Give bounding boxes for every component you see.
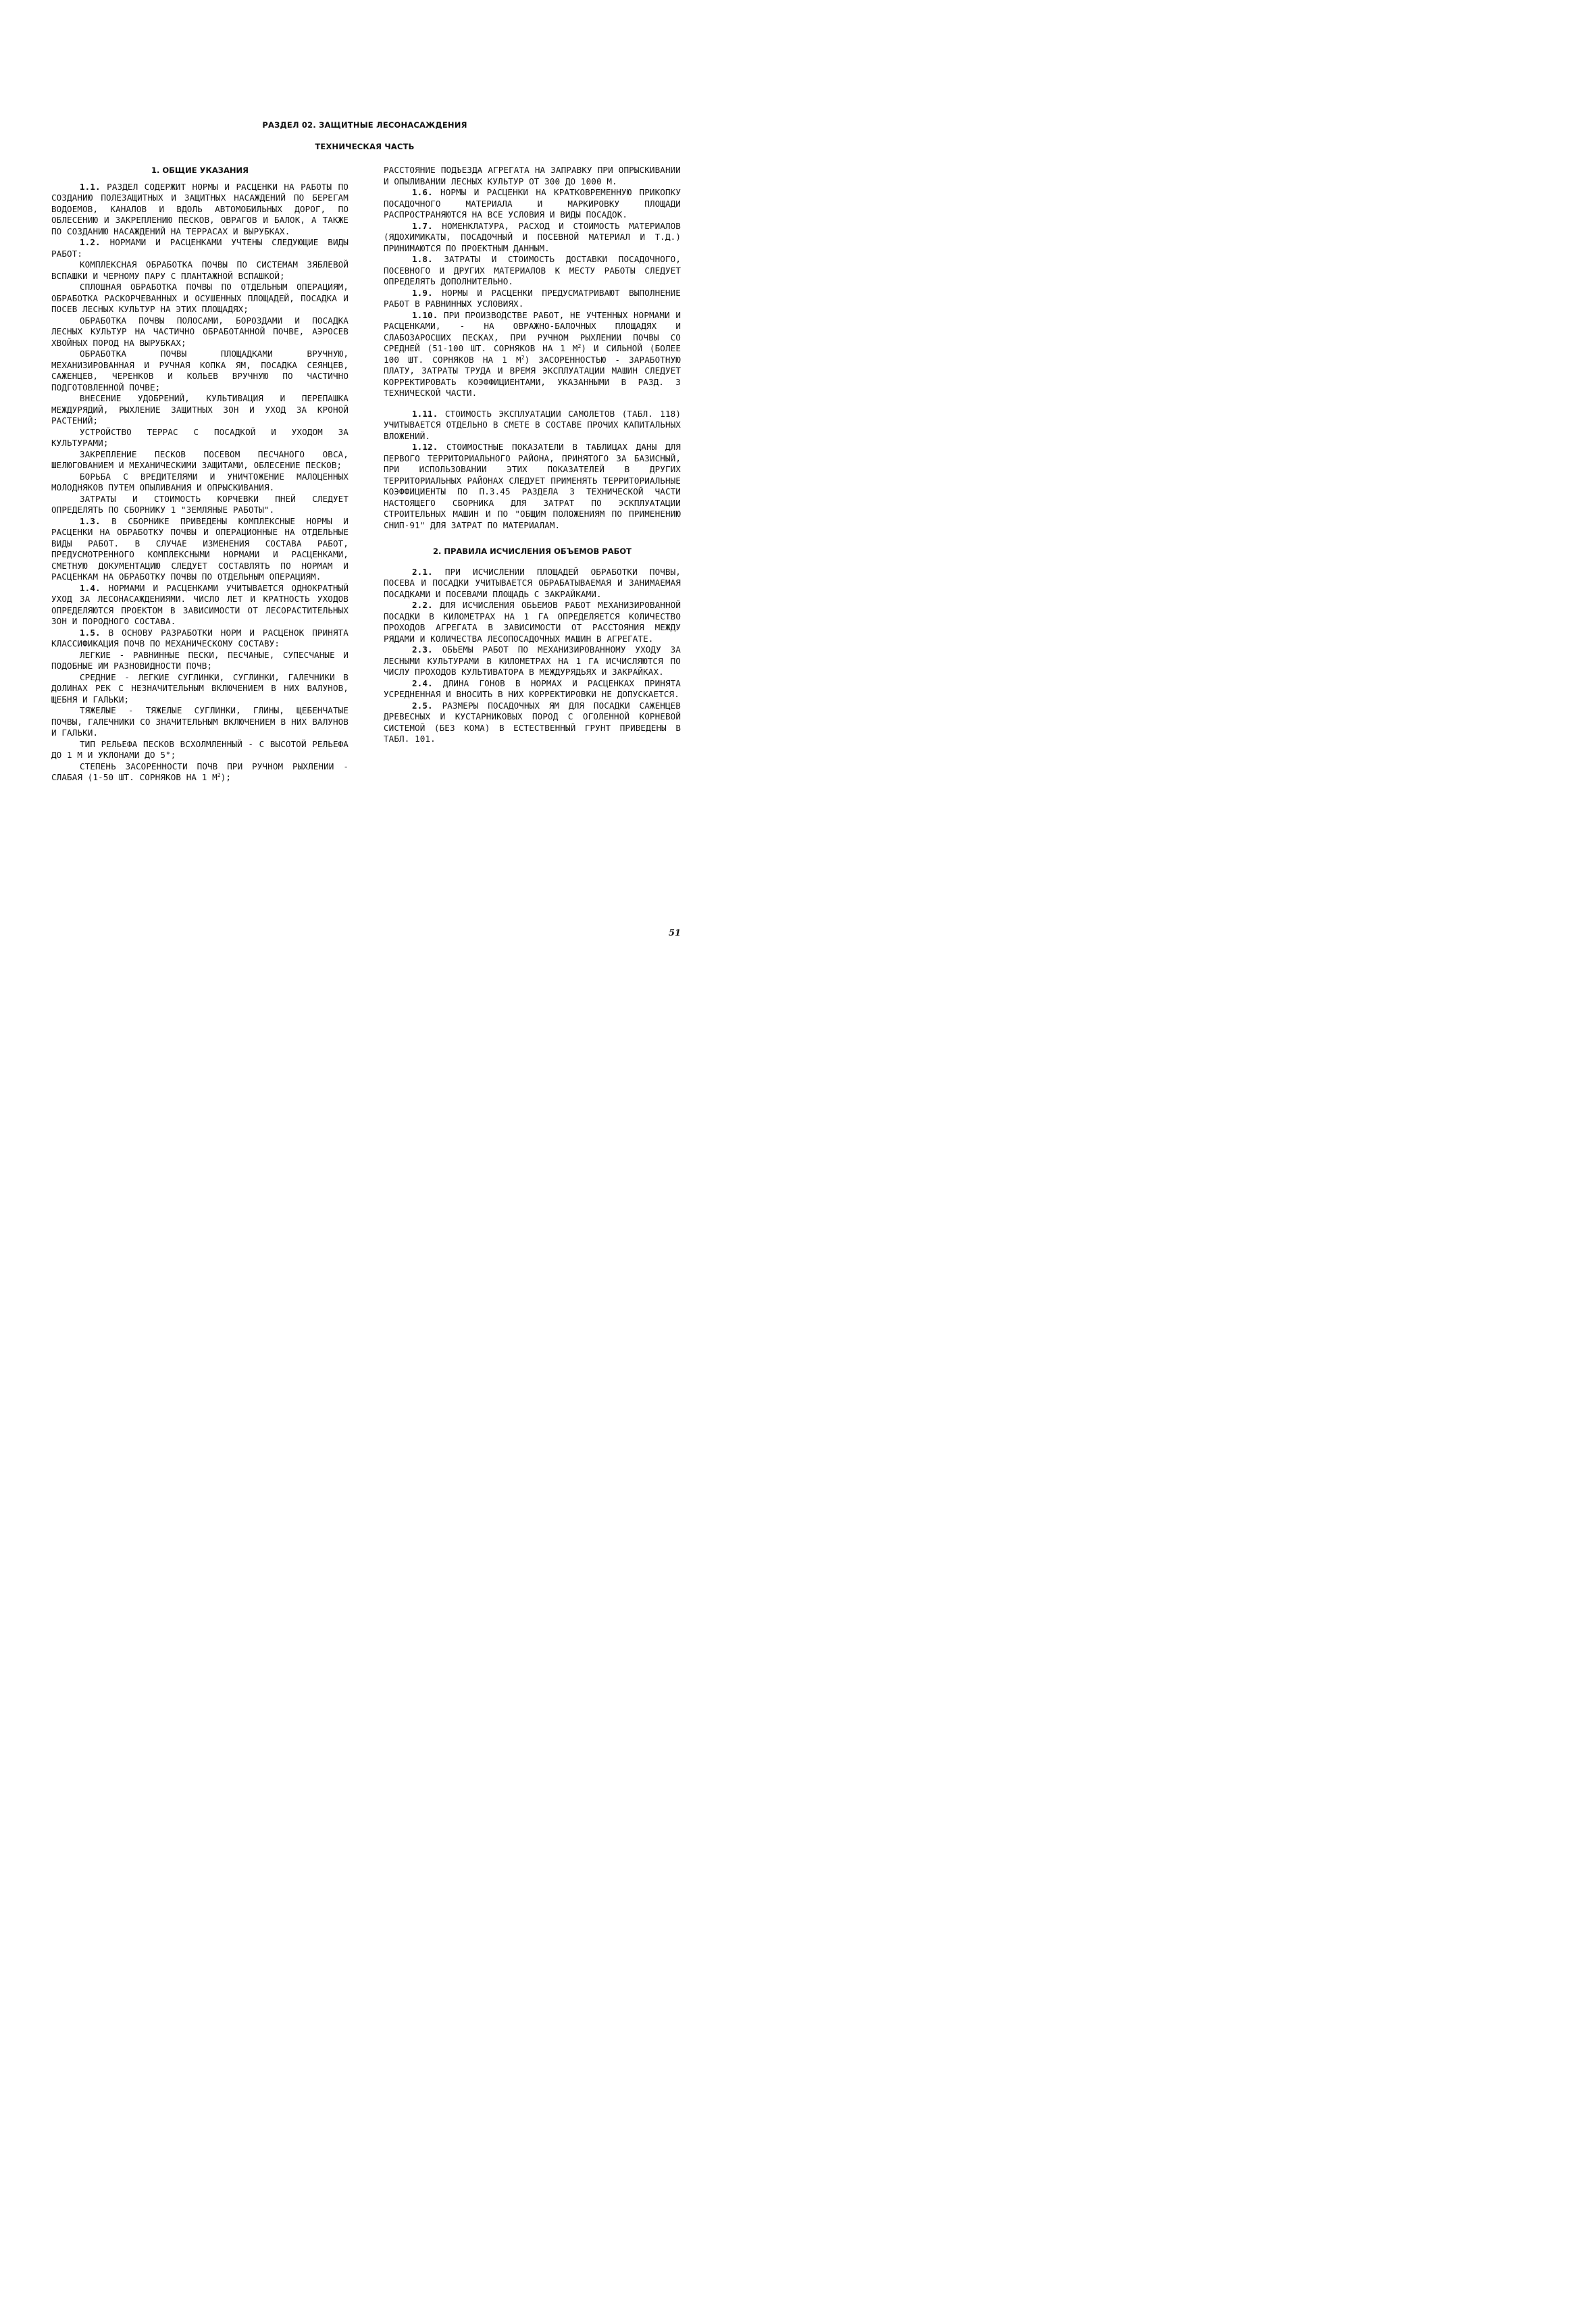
clause-number: 2.3. [412, 644, 433, 655]
paragraph-2-1 [384, 567, 681, 601]
left-column [51, 165, 349, 784]
paragraph-2-2 [384, 600, 681, 644]
work-item-2: СПЛОШНАЯ ОБРАБОТКА ПОЧВЫ ПО ОТДЕЛЬНЫМ ОПЕРАЦИЯМ, ОБРАБОТКА РАСКОРЧЕВАННЫХ И ОСУШЕННЫХ ПЛОЩАДЕЙ, ПОСАДКА И ПОСЕВ ЛЕСНЫХ КУЛЬТУР НА ЭТИХ ПЛОЩАДЯХ; [51, 282, 349, 314]
clause-text: НОРМАМИ И РАСЦЕНКАМИ УЧИТЫВАЕТСЯ ОДНОКРАТНЫЙ УХОД ЗА ЛЕСОНАСАЖДЕНИЯМИ. ЧИСЛО ЛЕТ И КРАТНОСТЬ УХОДОВ ОПРЕДЕЛЯЮТСЯ ПРОЕКТОМ В ЗАВИСИМОСТИ ОТ ЛЕСОРАСТИТЕЛЬНЫХ ЗОН И ПОРОДНОГО СОСТАВА. [51, 582, 349, 626]
clause-text: ДЛЯ ИСЧИСЛЕНИЯ ОБЬЕМОВ РАБОТ МЕХАНИЗИРОВАННОЙ ПОСАДКИ В КИЛОМЕТРАХ НА 1 ГА ОПРЕДЕЛЯЕТСЯ КОЛИЧЕСТВО ПРОХОДОВ АГРЕГАТА В ЗАВИСИМОСТИ ОТ РАССТОЯНИЯ МЕЖДУ РЯДАМИ И КОЛИЧЕСТВА ЛЕСОПОСАДОЧНЫХ МАШИН В АГРЕГАТЕ. [384, 600, 681, 644]
superscript: 2 [577, 342, 582, 349]
clause-number: 1.1. [80, 181, 101, 192]
work-item-8: БОРЬБА С ВРЕДИТЕЛЯМИ И УНИЧТОЖЕНИЕ МАЛОЦЕННЫХ МОЛОДНЯКОВ ПУТЕМ ОПЫЛИВАНИЯ И ОПРЫСКИВАНИЯ. [51, 471, 349, 492]
work-item-9: ЗАТРАТЫ И СТОИМОСТЬ КОРЧЕВКИ ПНЕЙ СЛЕДУЕТ ОПРЕДЕЛЯТЬ ПО СБОРНИКУ 1 "ЗЕМЛЯНЫЕ РАБОТЫ". [51, 493, 349, 515]
paragraph-1-8 [384, 254, 681, 288]
paragraph-1-1 [51, 182, 349, 238]
soil-medium: СРЕДНИЕ - ЛЕГКИЕ СУГЛИНКИ, СУГЛИНКИ, ГАЛЕЧНИКИ В ДОЛИНАХ РЕК С НЕЗНАЧИТЕЛЬНЫМ ВКЛЮЧЕНИЕМ В НИХ ВАЛУНОВ, ЩЕБНЯ И ГАЛЬКИ; [51, 671, 349, 705]
clause-text: НОРМЫ И РАСЦЕНКИ НА КРАТКОВРЕМЕННУЮ ПРИКОПКУ ПОСАДОЧНОГО МАТЕРИАЛА И МАРКИРОВКУ ПЛОЩАДИ РАСПРОСТРАНЯЮТСЯ НА ВСЕ УСЛОВИЯ И ВИДЫ ПОСАДОК. [384, 187, 681, 220]
clause-number: 1.4. [80, 582, 101, 593]
clause-text: СТОИМОСТЬ ЭКСПЛУАТАЦИИ САМОЛЕТОВ (ТАБЛ. 118) УЧИТЫВАЕТСЯ ОТДЕЛЬНО В СМЕТЕ В СОСТАВЕ ПРОЧИХ КАПИТАЛЬНЫХ ВЛОЖЕНИЙ. [384, 408, 681, 441]
general-instructions-heading: 1. ОБЩИЕ УКАЗАНИЯ [151, 166, 249, 175]
clause-number: 1.11. [412, 408, 438, 419]
clause-text: ОБЬЕМЫ РАБОТ ПО МЕХАНИЗИРОВАННОМУ УХОДУ ЗА ЛЕСНЫМИ КУЛЬТУРАМИ В КИЛОМЕТРАХ НА 1 ГА ИСЧИСЛЯЮТСЯ ПО ЧИСЛУ ПРОХОДОВ КУЛЬТИВАТОРА В МЕЖДУРЯДЬЯХ И ЗАКРАЙКАХ. [384, 644, 681, 677]
relief-type: ТИП РЕЛЬЕФА ПЕСКОВ ВСХОЛМЛЕННЫЙ - С ВЫСОТОЙ РЕЛЬЕФА ДО 1 М И УКЛОНАМИ ДО 5°; [51, 738, 349, 760]
continuation-text: РАССТОЯНИЕ ПОДЪЕЗДА АГРЕГАТА НА ЗАПРАВКУ ПРИ ОПРЫСКИВАНИИ И ОПЫЛИВАНИИ ЛЕСНЫХ КУЛЬТУР ОТ 300 ДО 1000 М. [384, 165, 681, 186]
clause-number: 1.8. [412, 254, 433, 264]
right-column [384, 165, 681, 745]
clause-number: 1.3. [80, 515, 101, 526]
paragraph-1-6 [384, 187, 681, 221]
paragraph-2-5 [384, 701, 681, 745]
page-number: 51 [669, 928, 681, 938]
paragraph-1-3 [51, 516, 349, 583]
clause-number: 2.5. [412, 700, 433, 711]
clause-text: НОРМЫ И РАСЦЕНКИ ПРЕДУСМАТРИВАЮТ ВЫПОЛНЕНИЕ РАБОТ В РАВНИННЫХ УСЛОВИЯХ. [384, 287, 681, 309]
soil-heavy: ТЯЖЕЛЫЕ - ТЯЖЕЛЫЕ СУГЛИНКИ, ГЛИНЫ, ЩЕБЕНЧАТЫЕ ПОЧВЫ, ГАЛЕЧНИКИ СО ЗНАЧИТЕЛЬНЫМ ВКЛЮЧЕНИЕМ В НИХ ВАЛУНОВ И ГАЛЬКИ. [51, 705, 349, 738]
paragraph-1-10 [384, 310, 681, 399]
part-title: ТЕХНИЧЕСКАЯ ЧАСТЬ [315, 142, 415, 151]
clause-text: ) ЗАСОРЕННОСТЬЮ - ЗАРАБОТНУЮ ПЛАТУ, ЗАТРАТЫ ТРУДА И ВРЕМЯ ЭКСПЛУАТАЦИИ МАШИН СЛЕДУЕТ КОРРЕКТИРОВАТЬ КОЭФФИЦИЕНТАМИ, УКАЗАННЫМИ В РАЗД. 3 ТЕХНИЧЕСКОЙ ЧАСТИ. [384, 354, 681, 398]
work-item-4: ОБРАБОТКА ПОЧВЫ ПЛОЩАДКАМИ ВРУЧНУЮ, МЕХАНИЗИРОВАННАЯ И РУЧНАЯ КОПКА ЯМ, ПОСАДКА СЕЯНЦЕВ, САЖЕНЦЕВ, ЧЕРЕНКОВ И КОЛЬЕВ ВРУЧНУЮ ПО ЧАСТИЧНО ПОДГОТОВЛЕННОЙ ПОЧВЕ; [51, 349, 349, 392]
clause-text: НОМЕНКЛАТУРА, РАСХОД И СТОИМОСТЬ МАТЕРИАЛОВ (ЯДОХИМИКАТЫ, ПОСАДОЧНЫЙ И ПОСЕВНОЙ МАТЕРИАЛ И Т.Д.) ПРИНИМАЮТСЯ ПО ПРОЕКТНЫМ ДАННЫМ. [384, 220, 681, 253]
clause-number: 1.9. [412, 287, 433, 298]
work-item-1: КОМПЛЕКСНАЯ ОБРАБОТКА ПОЧВЫ ПО СИСТЕМАМ ЗЯБЛЕВОЙ ВСПАШКИ И ЧЕРНОМУ ПАРУ С ПЛАНТАЖНОЙ ВСПАШКОЙ; [51, 259, 349, 281]
paragraph-1-12 [384, 442, 681, 531]
weed-degree-end: ); [220, 772, 232, 782]
paragraph-1-4 [51, 583, 349, 628]
paragraph-1-5 [51, 628, 349, 650]
clause-number: 1.6. [412, 187, 433, 197]
clause-number: 1.7. [412, 220, 433, 231]
weed-degree-text: СТЕПЕНЬ ЗАСОРЕННОСТИ ПОЧВ ПРИ РУЧНОМ РЫХЛЕНИИ - СЛАБАЯ (1-50 ШТ. СОРНЯКОВ НА 1 М [51, 761, 349, 782]
clause-text: ПРИ ИСЧИСЛЕНИИ ПЛОЩАДЕЙ ОБРАБОТКИ ПОЧВЫ, ПОСЕВА И ПОСАДКИ УЧИТЫВАЕТСЯ ОБРАБАТЫВАЕМАЯ И ЗАНИМАЕМАЯ ПОСАДКАМИ И ПОСЕВАМИ ПЛОЩАДЬ С ЗАКРАЙКАМИ. [384, 566, 681, 599]
clause-text: В ОСНОВУ РАЗРАБОТКИ НОРМ И РАСЦЕНОК ПРИНЯТА КЛАССИФИКАЦИЯ ПОЧВ ПО МЕХАНИЧЕСКОМУ СОСТАВУ: [51, 627, 349, 649]
clause-number: 1.5. [80, 627, 101, 638]
clause-text: НОРМАМИ И РАСЦЕНКАМИ УЧТЕНЫ СЛЕДУЮЩИЕ ВИДЫ РАБОТ: [51, 237, 349, 259]
volume-rules-heading: 2. ПРАВИЛА ИСЧИСЛЕНИЯ ОБЪЕМОВ РАБОТ [432, 547, 632, 556]
clause-number: 2.1. [412, 566, 433, 577]
paragraph-1-9 [384, 288, 681, 310]
paragraph-2-3 [384, 644, 681, 678]
section-title: РАЗДЕЛ 02. ЗАЩИТНЫЕ ЛЕСОНАСАЖДЕНИЯ [262, 120, 467, 130]
paragraph-1-11 [384, 409, 681, 442]
work-item-7: ЗАКРЕПЛЕНИЕ ПЕСКОВ ПОСЕВОМ ПЕСЧАНОГО ОВСА, ШЕЛЮГОВАНИЕМ И МЕХАНИЧЕСКИМИ ЗАЩИТАМИ, ОБЛЕСЕНИЕ ПЕСКОВ; [51, 449, 349, 470]
paragraph-1-2 [51, 237, 349, 259]
clause-text: ) И СИЛЬНОЙ (БОЛЕЕ 100 ШТ. СОРНЯКОВ НА 1 М [384, 343, 681, 365]
clause-text: ПРИ ПРОИЗВОДСТВЕ РАБОТ, НЕ УЧТЕННЫХ НОРМАМИ И РАСЦЕНКАМИ, - НА ОВРАЖНО-БАЛОЧНЫХ ПЛОЩАДЯХ И СЛАБОЗАРОСШИХ ПЕСКАХ, ПРИ РУЧНОМ РЫХЛЕНИИ ПОЧВЫ СО СРЕДНЕЙ (51-100 ШТ. СОРНЯКОВ НА 1 М [384, 309, 681, 353]
work-item-6: УСТРОЙСТВО ТЕРРАС С ПОСАДКОЙ И УХОДОМ ЗА КУЛЬТУРАМИ; [51, 426, 349, 448]
clause-text: СТОИМОСТНЫЕ ПОКАЗАТЕЛИ В ТАБЛИЦАХ ДАНЫ ДЛЯ ПЕРВОГО ТЕРРИТОРИАЛЬНОГО РАЙОНА, ПРИНЯТОГО ЗА БАЗИСНЫЙ, ПРИ ИСПОЛЬЗОВАНИИ ЭТИХ ПОКАЗАТЕЛЕЙ В ДРУГИХ ТЕРРИТОРИАЛЬНЫХ РАЙОНАХ СЛЕДУЕТ ПРИМЕНЯТЬ ТЕРРИТОРИАЛЬНЫЕ КОЭФФИЦИЕНТЫ ПО П.3.45 РАЗДЕЛА 3 ТЕХНИЧЕСКОЙ ЧАСТИ НАСТОЯЩЕГО СБОРНИКА ДЛЯ ЗАТРАТ ПО ЭСКПЛУАТАЦИИ СТРОИТЕЛЬНЫХ МАШИН И ПО "ОБЩИМ ПОЛОЖЕНИЯМ ПО ПРИМЕНЕНИЮ СНИП-91" ДЛЯ ЗАТРАТ ПО МАТЕРИАЛАМ. [384, 442, 681, 530]
clause-text: ДЛИНА ГОНОВ В НОРМАХ И РАСЦЕНКАХ ПРИНЯТА УСРЕДНЕННАЯ И ВНОСИТЬ В НИХ КОРРЕКТИРОВКИ НЕ ДОПУСКАЕТСЯ. [384, 678, 681, 699]
soil-light: ЛЕГКИЕ - РАВНИННЫЕ ПЕСКИ, ПЕСЧАНЫЕ, СУПЕСЧАНЫЕ И ПОДОБНЫЕ ИМ РАЗНОВИДНОСТИ ПОЧВ; [51, 649, 349, 671]
work-item-5: ВНЕСЕНИЕ УДОБРЕНИЙ, КУЛЬТИВАЦИЯ И ПЕРЕПАШКА МЕЖДУРЯДИЙ, РЫХЛЕНИЕ ЗАЩИТНЫХ ЗОН И УХОД ЗА КРОНОЙ РАСТЕНИЙ; [51, 393, 349, 426]
clause-number: 1.2. [80, 237, 101, 247]
clause-text: РАЗМЕРЫ ПОСАДОЧНЫХ ЯМ ДЛЯ ПОСАДКИ САЖЕНЦЕВ ДРЕВЕСНЫХ И КУСТАРНИКОВЫХ ПОРОД С ОГОЛЕННОЙ КОРНЕВОЙ СИСТЕМОЙ (БЕЗ КОМА) В ЕСТЕСТВЕННЫЙ ГРУНТ ПРИВЕДЕНЫ В ТАБЛ. 101. [384, 700, 681, 744]
clause-text: В СБОРНИКЕ ПРИВЕДЕНЫ КОМПЛЕКСНЫЕ НОРМЫ И РАСЦЕНКИ НА ОБРАБОТКУ ПОЧВЫ И ОПЕРАЦИОННЫЕ НА ОТДЕЛЬНЫЕ ВИДЫ РАБОТ. В СЛУЧАЕ ИЗМЕНЕНИЯ СОСТАВА РАБОТ, ПРЕДУСМОТРЕННОГО КОМПЛЕКСНЫМИ НОРМАМИ И РАСЦЕНКАМИ, СМЕТНУЮ ДОКУМЕНТАЦИЮ СЛЕДУЕТ СОСТАВЛЯТЬ ПО НОРМАМ И РАСЦЕНКАМ НА ОБРАБОТКУ ПОЧВЫ ПО ОТДЕЛЬНЫМ ОПЕРАЦИЯМ. [51, 515, 349, 582]
clause-number: 1.10. [412, 309, 438, 320]
weed-degree [51, 761, 349, 784]
paragraph-2-4 [384, 678, 681, 701]
clause-number: 1.12. [412, 442, 438, 452]
clause-text: ЗАТРАТЫ И СТОИМОСТЬ ДОСТАВКИ ПОСАДОЧНОГО, ПОСЕВНОГО И ДРУГИХ МАТЕРИАЛОВ К МЕСТУ РАБОТЫ СЛЕДУЕТ ОПРЕДЕЛЯТЬ ДОПОЛНИТЕЛЬНО. [384, 254, 681, 286]
clause-number: 2.2. [412, 600, 433, 610]
superscript: 2 [217, 771, 221, 778]
clause-number: 2.4. [412, 678, 433, 688]
paragraph-1-7 [384, 221, 681, 255]
work-item-3: ОБРАБОТКА ПОЧВЫ ПОЛОСАМИ, БОРОЗДАМИ И ПОСАДКА ЛЕСНЫХ КУЛЬТУР НА ЧАСТИЧНО ОБРАБОТАННОЙ ПОЧВЕ, АЭРОСЕВ ХВОЙНЫХ ПОРОД НА ВЫРУБКАХ; [51, 315, 349, 348]
clause-text: РАЗДЕЛ СОДЕРЖИТ НОРМЫ И РАСЦЕНКИ НА РАБОТЫ ПО СОЗДАНИЮ ПОЛЕЗАЩИТНЫХ И ЗАЩИТНЫХ НАСАЖДЕНИЙ ПО БЕРЕГАМ ВОДОЕМОВ, КАНАЛОВ И ВДОЛЬ АВТОМОБИЛЬНЫХ ДОРОГ, ПО ОБЛЕСЕНИЮ И ЗАКРЕПЛЕНИЮ ПЕСКОВ, ОВРАГОВ И БАЛОК, А ТАКЖЕ ПО СОЗДАНИЮ НАСАЖДЕНИЙ НА ТЕРРАСАХ И ВЫРУБКАХ. [51, 181, 349, 236]
document-page [0, 0, 729, 1057]
superscript: 2 [521, 354, 525, 361]
